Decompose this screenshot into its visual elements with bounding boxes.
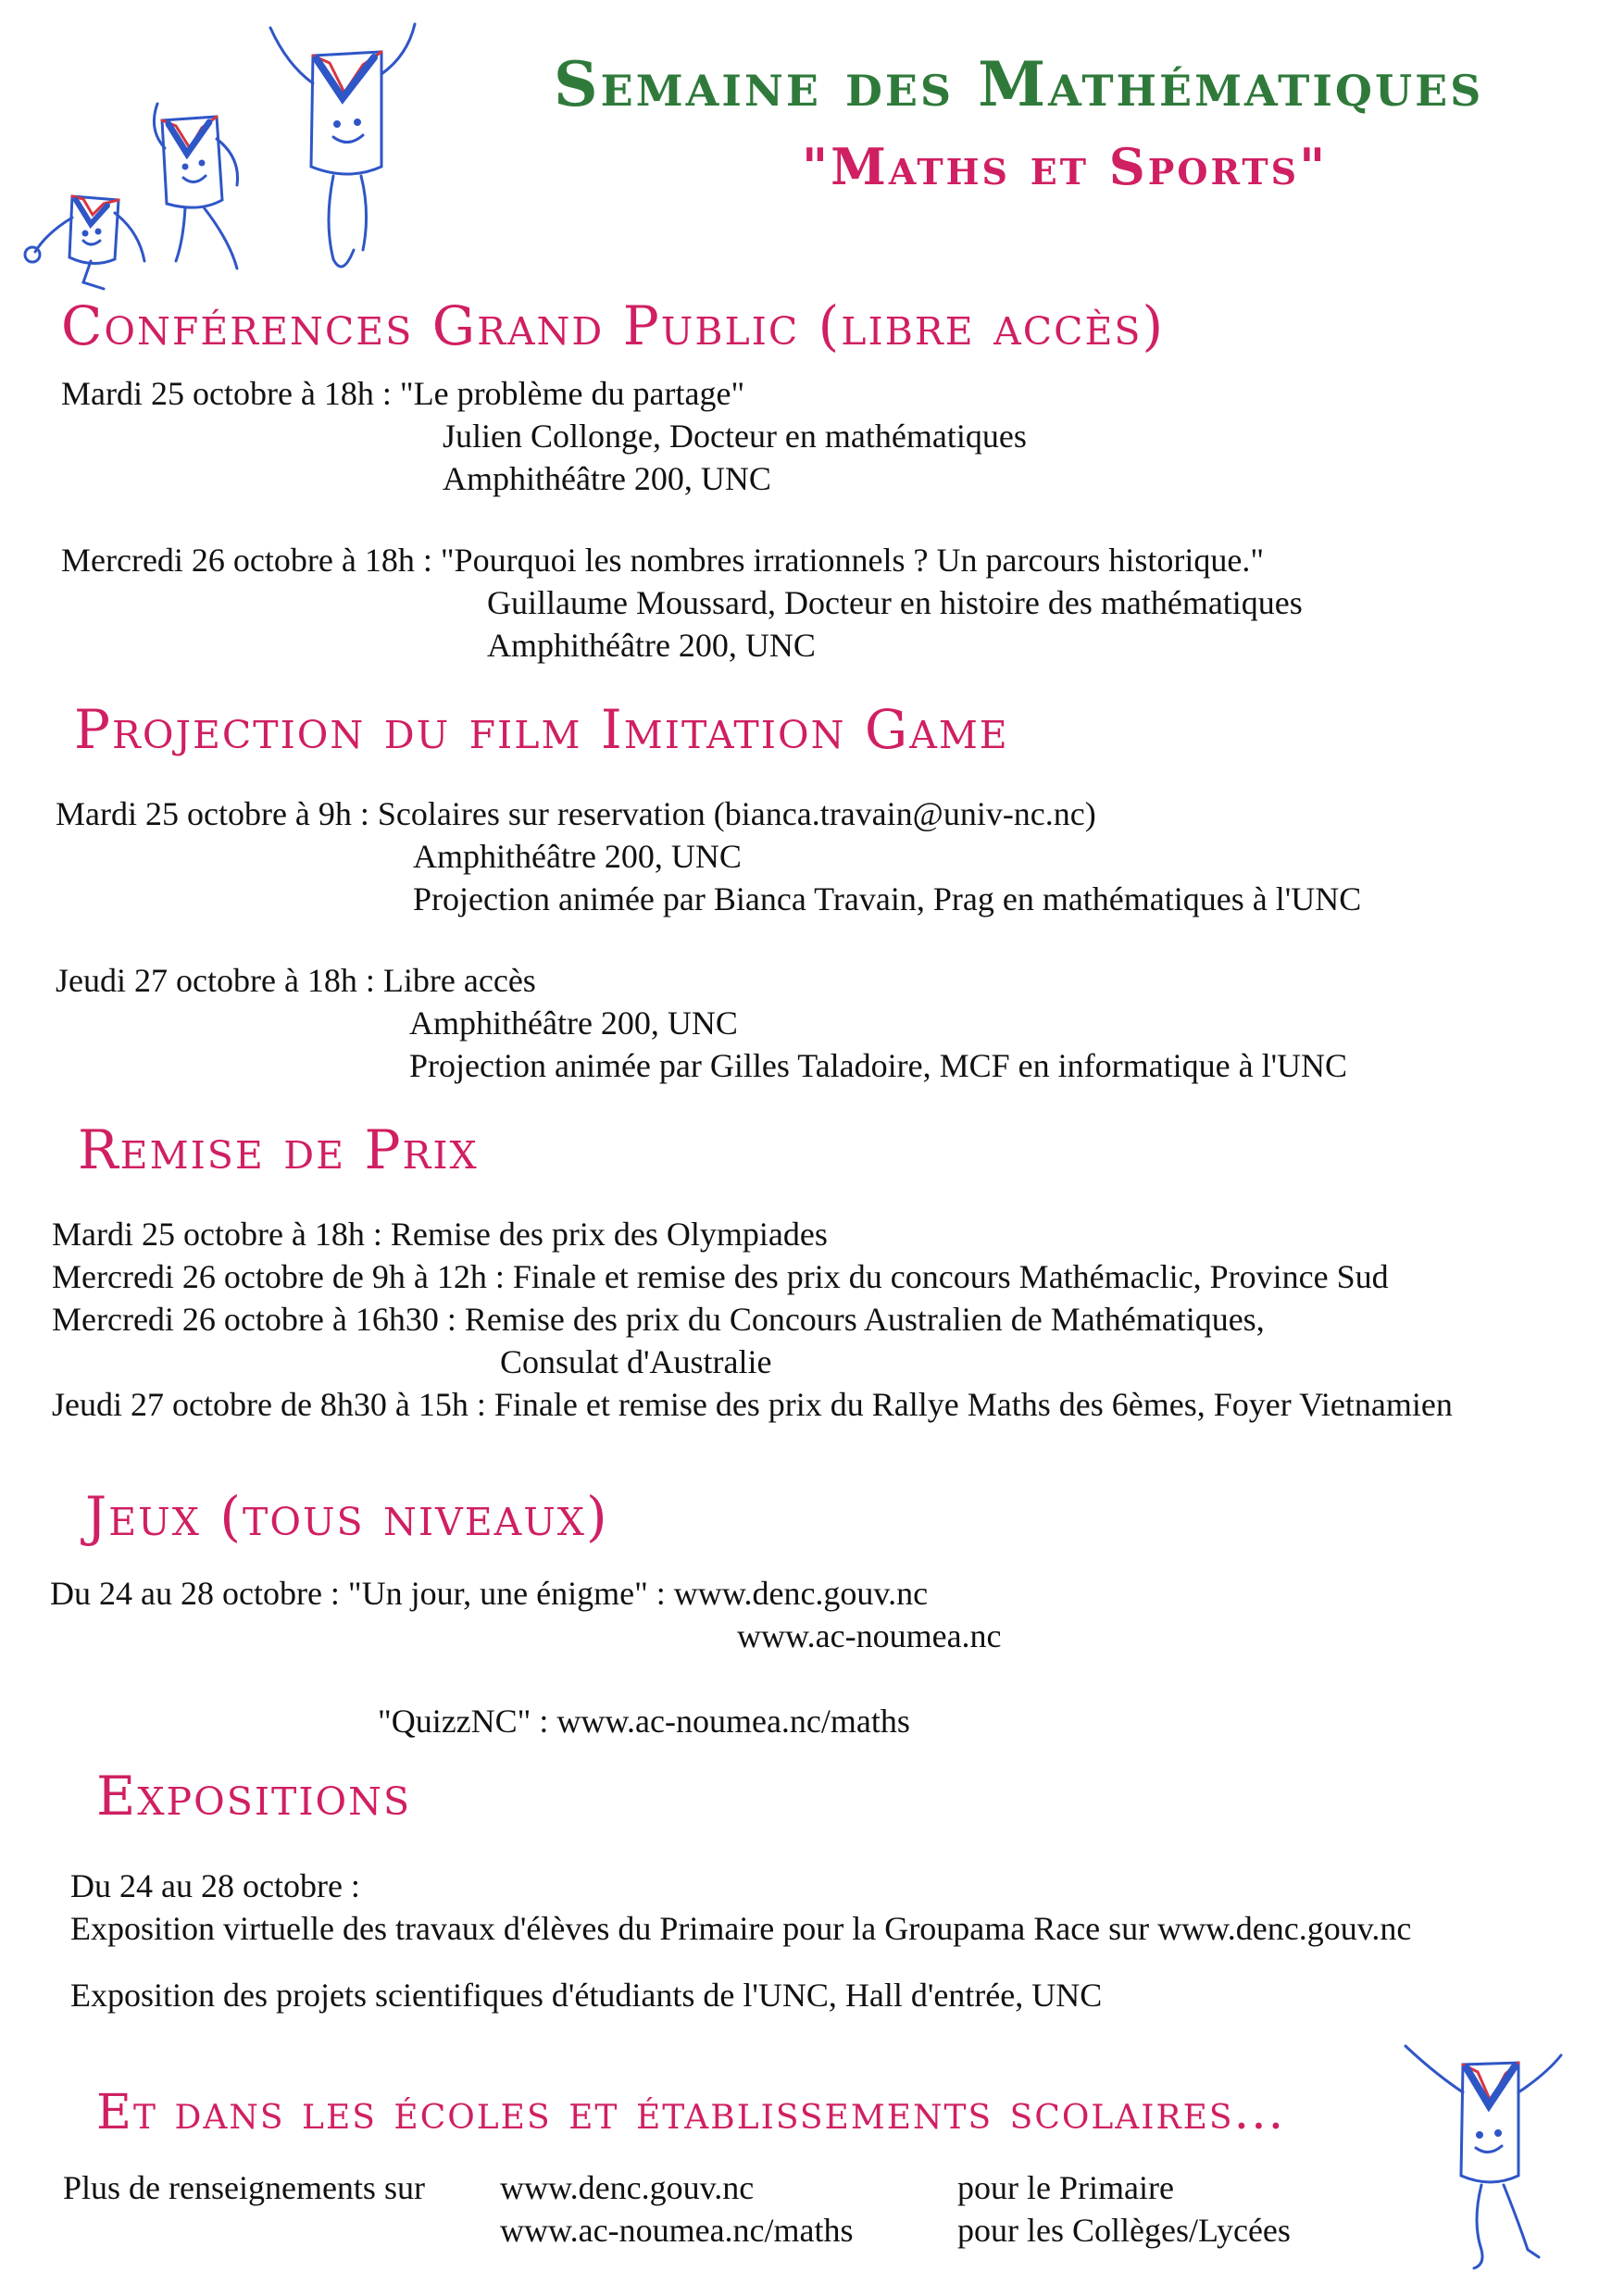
projection-2-date: Jeudi 27 octobre à 18h : [56,962,383,999]
projection-1-date: Mardi 25 octobre à 9h : [56,795,378,832]
prix-line-4: Consulat d'Australie [500,1343,772,1380]
projection-1-line [56,792,1096,835]
large-mascot-icon [270,24,415,267]
ecoles-target-primaire: pour le Primaire [957,2169,1174,2206]
projection-2-info: Libre accès [382,962,536,999]
conference-1-date: Mardi 25 octobre à 18h : [61,375,400,412]
section-heading-jeux: Jeux (tous niveaux) [85,1485,609,1548]
projection-2-host: Projection animée par Gilles Taladoire, MCF en informatique à l'UNC [409,1047,1348,1084]
jumping-mascot-icon [1389,2037,1574,2277]
medium-mascot-icon [154,104,237,268]
prix-line-2: Mercredi 26 octobre de 9h à 12h : Finale et remise des prix du concours Mathémaclic, Province Sud [52,1258,1389,1295]
ecoles-link-ac-noumea[interactable]: www.ac-noumea.nc/maths [500,2212,854,2249]
jeux-line-2: www.ac-noumea.nc [737,1617,1002,1654]
projection-2-place: Amphithéâtre 200, UNC [409,1004,738,1042]
conference-2-date: Mercredi 26 octobre à 18h : [61,542,441,579]
ecoles-label: Plus de renseignements sur [63,2169,425,2206]
conference-1-place: Amphithéâtre 200, UNC [443,460,771,497]
conference-2-speaker: Guillaume Moussard, Docteur en histoire des mathématiques [487,584,1303,621]
section-heading-prix: Remise de Prix [78,1118,479,1181]
conference-1-speaker: Julien Collonge, Docteur en mathématiques [443,418,1027,455]
section-heading-conferences: Conférences Grand Public (libre accès) [61,294,1166,357]
jeux-line-3: "QuizzNC" : www.ac-noumea.nc/maths [378,1703,910,1740]
conference-2-title: "Pourquoi les nombres irrationnels ? Un parcours historique." [440,542,1265,579]
conference-1-line [61,372,744,415]
small-mascot-icon [25,196,144,289]
jeux-line-1: Du 24 au 28 octobre : "Un jour, une énigme" : www.denc.gouv.nc [50,1575,929,1612]
prix-line-5: Jeudi 27 octobre de 8h30 à 15h : Finale et remise des prix du Rallye Maths des 6èmes, Foyer Vietnamien [52,1386,1453,1423]
prix-line-1: Mardi 25 octobre à 18h : Remise des prix des Olympiades [52,1216,828,1253]
projection-1-host: Projection animée par Bianca Travain, Prag en mathématiques à l'UNC [413,880,1362,917]
projection-1-info: Scolaires sur reservation (bianca.travain@univ-nc.nc) [377,795,1096,832]
page-title: Semaine des Mathématiques [554,48,1484,120]
prix-line-3: Mercredi 26 octobre à 16h30 : Remise des prix du Concours Australien de Mathématiques, [52,1301,1265,1338]
expositions-line-1: Du 24 au 28 octobre : [70,1867,360,1904]
ecoles-link-denc[interactable]: www.denc.gouv.nc [500,2169,755,2206]
section-heading-expositions: Expositions [96,1765,412,1828]
projection-1-place: Amphithéâtre 200, UNC [413,838,742,875]
running-mascots-icon [19,19,426,296]
expositions-line-2: Exposition virtuelle des travaux d'élèves du Primaire pour la Groupama Race sur www.denc.gouv.nc [70,1910,1412,1947]
conference-2-line [61,539,1264,581]
conference-2-place: Amphithéâtre 200, UNC [487,627,816,664]
ecoles-target-colleges: pour les Collèges/Lycées [957,2212,1291,2249]
projection-2-line [56,959,536,1002]
section-heading-ecoles: Et dans les écoles et établissements scolaires... [96,2085,1286,2140]
section-heading-projection: Projection du film Imitation Game [74,698,1009,761]
conference-1-title: "Le problème du partage" [399,375,745,412]
page-subtitle: "Maths et Sports" [802,137,1329,196]
expositions-line-3: Exposition des projets scientifiques d'étudiants de l'UNC, Hall d'entrée, UNC [70,1977,1103,2014]
